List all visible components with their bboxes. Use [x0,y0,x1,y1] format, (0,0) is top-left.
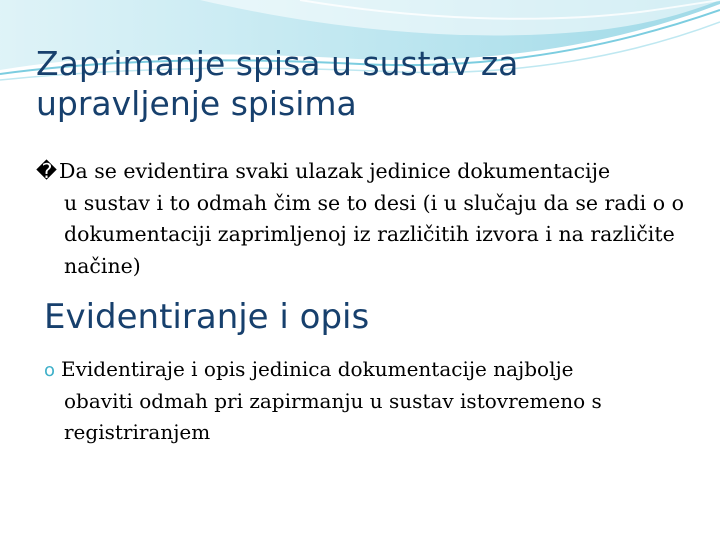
paragraph-2 [44,354,684,448]
paragraph-2-text: Evidentiraje i opis jedinica dokumentacije najbolje [61,357,574,381]
paragraph-1-continuation: u sustav i to odmah čim se to desi (i u slučaju da se radi o o dokumentaciji zaprimljenoj iz različitih izvora i na različite načine) [64,190,684,278]
paragraph-2-continuation: obaviti odmah pri zapirmanju u sustav istovremeno s registriranjem [64,389,602,444]
paragraph-1-first-line [36,156,686,188]
paragraph-1-text: Da se evidentira svaki ulazak jedinice dokumentacije [59,159,611,183]
paragraph-1 [36,156,686,282]
circle-bullet-icon: o [44,360,56,381]
section-heading: Evidentiranje i opis [44,297,370,337]
slide-title: Zaprimanje spisa u sustav za upravljenje spisima [36,44,519,124]
paragraph-2-first-line [44,354,684,386]
bullet-placeholder-icon: � [36,159,58,183]
